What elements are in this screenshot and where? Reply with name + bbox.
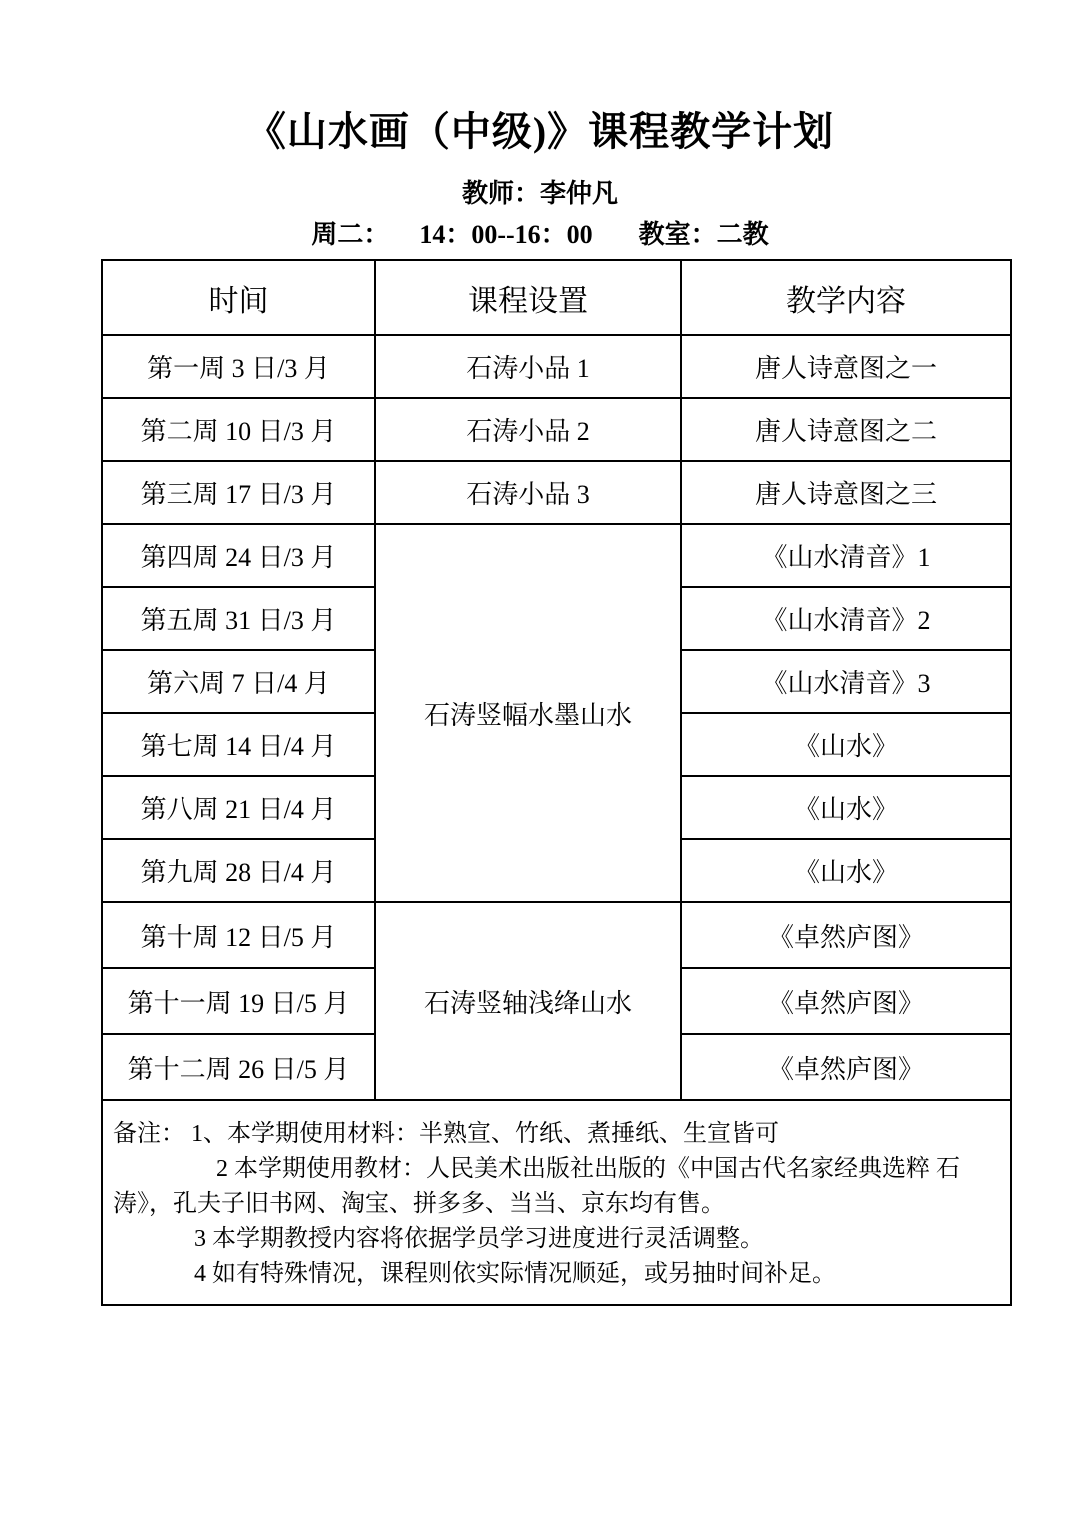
header-row (102, 260, 1011, 335)
schedule-day: 周二： (311, 220, 390, 249)
note-line: 涛》，孔夫子旧书网、淘宝、拼多多、当当、京东均有售。 (113, 1191, 725, 1217)
content-cell: 《山水清音》3 (681, 650, 1011, 713)
course-cell: 石涛小品 2 (375, 398, 681, 461)
teacher-line: 教师：李仲凡 (461, 179, 618, 208)
table-row (102, 335, 1011, 398)
notes-row (102, 1100, 1011, 1305)
document-title: 《山水画（中级)》课程教学计划 (245, 109, 835, 154)
table-row (102, 524, 1011, 587)
content-cell: 唐人诗意图之一 (681, 335, 1011, 398)
time-cell: 第一周 3 日/3 月 (102, 335, 375, 398)
time-cell: 第七周 14 日/4 月 (102, 713, 375, 776)
content-cell: 《山水清音》1 (681, 524, 1011, 587)
time-cell: 第十周 12 日/5 月 (102, 902, 375, 968)
time-cell: 第六周 7 日/4 月 (102, 650, 375, 713)
content-cell: 唐人诗意图之三 (681, 461, 1011, 524)
col-header-time: 时间 (102, 260, 375, 335)
content-cell: 唐人诗意图之二 (681, 398, 1011, 461)
schedule-room: 教室：二教 (638, 220, 769, 249)
content-cell: 《山水》 (681, 713, 1011, 776)
col-header-content: 教学内容 (681, 260, 1011, 335)
merged-course-cell: 石涛竖幅水墨山水 (375, 524, 681, 902)
note-line: 4 如有特殊情况，课程则依实际情况顺延，或另抽时间补足。 (194, 1261, 836, 1287)
col-header-course: 课程设置 (375, 260, 681, 335)
course-schedule-table (101, 259, 1012, 1306)
table-row (102, 902, 1011, 968)
schedule-time: 14：00--16：00 (419, 220, 593, 249)
note-line: 2 本学期使用教材：人民美术出版社出版的《中国古代名家经典选粹 石 (216, 1156, 960, 1182)
time-cell: 第四周 24 日/3 月 (102, 524, 375, 587)
note-line: 备注： 1、本学期使用材料：半熟宣、竹纸、煮捶纸、生宣皆可 (113, 1121, 779, 1147)
note-line: 3 本学期教授内容将依据学员学习进度进行灵活调整。 (194, 1226, 764, 1252)
content-cell: 《山水》 (681, 839, 1011, 902)
time-cell: 第五周 31 日/3 月 (102, 587, 375, 650)
content-cell: 《卓然庐图》 (681, 968, 1011, 1034)
content-cell: 《卓然庐图》 (681, 1034, 1011, 1100)
time-cell: 第九周 28 日/4 月 (102, 839, 375, 902)
notes-cell (102, 1100, 1011, 1305)
time-cell: 第八周 21 日/4 月 (102, 776, 375, 839)
time-cell: 第十一周 19 日/5 月 (102, 968, 375, 1034)
merged-course-cell: 石涛竖轴浅绛山水 (375, 902, 681, 1100)
schedule-line (0, 214, 1080, 251)
course-cell: 石涛小品 3 (375, 461, 681, 524)
table-row (102, 398, 1011, 461)
time-cell: 第三周 17 日/3 月 (102, 461, 375, 524)
time-cell: 第十二周 26 日/5 月 (102, 1034, 375, 1100)
content-cell: 《山水》 (681, 776, 1011, 839)
content-cell: 《山水清音》2 (681, 587, 1011, 650)
course-cell: 石涛小品 1 (375, 335, 681, 398)
time-cell: 第二周 10 日/3 月 (102, 398, 375, 461)
table-row (102, 461, 1011, 524)
content-cell: 《卓然庐图》 (681, 902, 1011, 968)
